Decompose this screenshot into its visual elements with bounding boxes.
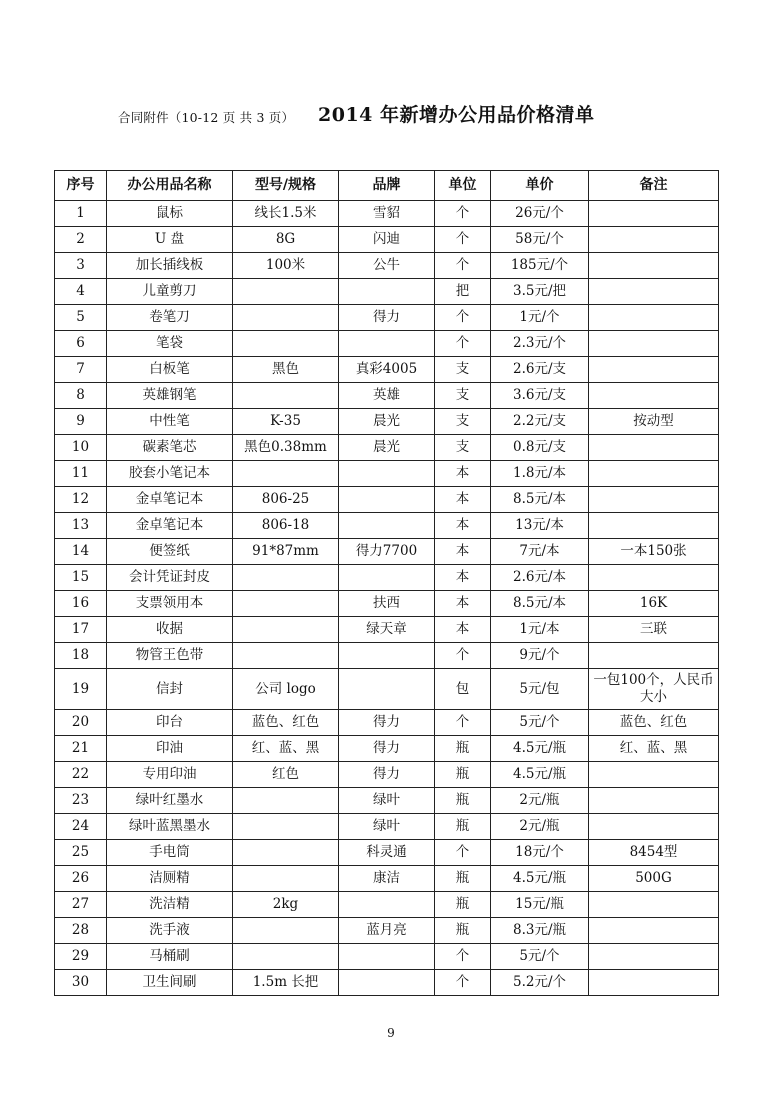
cell-unit: 个 xyxy=(435,305,491,331)
header-col-item-name: 办公用品名称 xyxy=(107,171,233,201)
cell-brand xyxy=(339,944,435,970)
cell-spec: 黑色0.38mm xyxy=(233,435,339,461)
cell-unit: 瓶 xyxy=(435,918,491,944)
cell-spec xyxy=(233,383,339,409)
cell-seq: 20 xyxy=(55,710,107,736)
cell-item-name: 金卓笔记本 xyxy=(107,487,233,513)
table-row xyxy=(55,643,719,669)
cell-unit: 个 xyxy=(435,331,491,357)
cell-brand: 绿天章 xyxy=(339,617,435,643)
cell-remarks: 500G xyxy=(589,866,719,892)
cell-remarks xyxy=(589,892,719,918)
cell-unit-price: 2.6元/本 xyxy=(491,565,589,591)
table-row xyxy=(55,591,719,617)
cell-remarks: 三联 xyxy=(589,617,719,643)
cell-remarks xyxy=(589,788,719,814)
header-col-brand: 品牌 xyxy=(339,171,435,201)
cell-seq: 30 xyxy=(55,970,107,996)
cell-spec: 黑色 xyxy=(233,357,339,383)
cell-unit: 本 xyxy=(435,565,491,591)
cell-brand: 得力 xyxy=(339,736,435,762)
cell-unit-price: 1.8元/本 xyxy=(491,461,589,487)
cell-remarks xyxy=(589,944,719,970)
table-row xyxy=(55,944,719,970)
cell-brand xyxy=(339,970,435,996)
cell-brand: 科灵通 xyxy=(339,840,435,866)
table-row xyxy=(55,970,719,996)
cell-remarks xyxy=(589,227,719,253)
header-col-seq: 序号 xyxy=(55,171,107,201)
table-row xyxy=(55,331,719,357)
cell-unit: 瓶 xyxy=(435,736,491,762)
table-row xyxy=(55,305,719,331)
cell-item-name: 收据 xyxy=(107,617,233,643)
cell-unit-price: 4.5元/瓶 xyxy=(491,736,589,762)
cell-brand xyxy=(339,565,435,591)
cell-unit: 本 xyxy=(435,487,491,513)
cell-spec xyxy=(233,918,339,944)
document-header xyxy=(0,96,782,136)
cell-unit: 个 xyxy=(435,201,491,227)
cell-remarks xyxy=(589,305,719,331)
cell-unit-price: 9元/个 xyxy=(491,643,589,669)
cell-brand xyxy=(339,643,435,669)
cell-brand: 闪迪 xyxy=(339,227,435,253)
cell-unit: 支 xyxy=(435,357,491,383)
table-row xyxy=(55,814,719,840)
cell-unit-price: 8.5元/本 xyxy=(491,591,589,617)
cell-unit-price: 5元/包 xyxy=(491,669,589,710)
table-row xyxy=(55,788,719,814)
cell-item-name: U 盘 xyxy=(107,227,233,253)
cell-unit-price: 1元/个 xyxy=(491,305,589,331)
cell-brand xyxy=(339,669,435,710)
table-row xyxy=(55,253,719,279)
cell-brand: 雪貂 xyxy=(339,201,435,227)
cell-unit: 支 xyxy=(435,383,491,409)
table-row xyxy=(55,736,719,762)
cell-spec: 线长1.5米 xyxy=(233,201,339,227)
cell-spec xyxy=(233,565,339,591)
cell-item-name: 笔袋 xyxy=(107,331,233,357)
cell-seq: 24 xyxy=(55,814,107,840)
cell-unit: 个 xyxy=(435,253,491,279)
cell-unit: 包 xyxy=(435,669,491,710)
header-col-unit-price: 单价 xyxy=(491,171,589,201)
cell-spec xyxy=(233,331,339,357)
cell-unit: 个 xyxy=(435,643,491,669)
cell-unit: 瓶 xyxy=(435,814,491,840)
cell-brand: 得力 xyxy=(339,762,435,788)
cell-item-name: 中性笔 xyxy=(107,409,233,435)
cell-seq: 12 xyxy=(55,487,107,513)
table-row xyxy=(55,487,719,513)
cell-seq: 27 xyxy=(55,892,107,918)
cell-item-name: 洗手液 xyxy=(107,918,233,944)
cell-spec xyxy=(233,617,339,643)
header-col-remarks: 备注 xyxy=(589,171,719,201)
table-row xyxy=(55,279,719,305)
table-row xyxy=(55,565,719,591)
cell-remarks xyxy=(589,357,719,383)
cell-brand xyxy=(339,513,435,539)
table-row xyxy=(55,435,719,461)
cell-seq: 22 xyxy=(55,762,107,788)
table-header-row xyxy=(55,171,719,201)
cell-unit: 个 xyxy=(435,227,491,253)
cell-remarks: 按动型 xyxy=(589,409,719,435)
cell-item-name: 印油 xyxy=(107,736,233,762)
cell-seq: 2 xyxy=(55,227,107,253)
cell-seq: 18 xyxy=(55,643,107,669)
cell-spec xyxy=(233,788,339,814)
cell-unit: 个 xyxy=(435,710,491,736)
cell-seq: 26 xyxy=(55,866,107,892)
table-row xyxy=(55,669,719,710)
cell-brand: 晨光 xyxy=(339,435,435,461)
table-body xyxy=(55,201,719,996)
cell-unit: 本 xyxy=(435,591,491,617)
cell-spec: K-35 xyxy=(233,409,339,435)
table-row xyxy=(55,357,719,383)
table-row xyxy=(55,227,719,253)
table-row xyxy=(55,513,719,539)
cell-seq: 14 xyxy=(55,539,107,565)
cell-seq: 23 xyxy=(55,788,107,814)
cell-brand xyxy=(339,331,435,357)
cell-remarks: 一包100个，人民币大小 xyxy=(589,669,719,710)
cell-seq: 16 xyxy=(55,591,107,617)
cell-brand: 得力 xyxy=(339,305,435,331)
cell-unit: 个 xyxy=(435,970,491,996)
cell-unit-price: 2.6元/支 xyxy=(491,357,589,383)
cell-item-name: 会计凭证封皮 xyxy=(107,565,233,591)
cell-unit-price: 58元/个 xyxy=(491,227,589,253)
cell-unit: 本 xyxy=(435,539,491,565)
cell-unit-price: 3.5元/把 xyxy=(491,279,589,305)
cell-unit-price: 2元/瓶 xyxy=(491,814,589,840)
cell-seq: 25 xyxy=(55,840,107,866)
cell-remarks xyxy=(589,435,719,461)
table-row xyxy=(55,840,719,866)
cell-remarks xyxy=(589,331,719,357)
cell-unit: 本 xyxy=(435,461,491,487)
cell-seq: 9 xyxy=(55,409,107,435)
cell-remarks: 8454型 xyxy=(589,840,719,866)
cell-item-name: 白板笔 xyxy=(107,357,233,383)
cell-unit: 瓶 xyxy=(435,762,491,788)
cell-seq: 21 xyxy=(55,736,107,762)
cell-item-name: 胶套小笔记本 xyxy=(107,461,233,487)
table-row xyxy=(55,383,719,409)
cell-unit-price: 8.5元/本 xyxy=(491,487,589,513)
cell-spec: 8G xyxy=(233,227,339,253)
cell-unit-price: 2.2元/支 xyxy=(491,409,589,435)
page-number: 9 xyxy=(387,1026,395,1040)
table-row xyxy=(55,866,719,892)
cell-seq: 8 xyxy=(55,383,107,409)
attachment-note: 合同附件（10-12 页 共 3 页） xyxy=(118,110,295,125)
cell-spec: 红、蓝、黑 xyxy=(233,736,339,762)
cell-spec: 100米 xyxy=(233,253,339,279)
cell-seq: 1 xyxy=(55,201,107,227)
cell-brand xyxy=(339,892,435,918)
cell-unit-price: 8.3元/瓶 xyxy=(491,918,589,944)
cell-seq: 5 xyxy=(55,305,107,331)
cell-item-name: 碳素笔芯 xyxy=(107,435,233,461)
cell-unit-price: 18元/个 xyxy=(491,840,589,866)
cell-unit: 个 xyxy=(435,840,491,866)
cell-seq: 7 xyxy=(55,357,107,383)
cell-item-name: 洁厕精 xyxy=(107,866,233,892)
cell-spec xyxy=(233,814,339,840)
cell-unit-price: 5元/个 xyxy=(491,944,589,970)
cell-spec xyxy=(233,461,339,487)
cell-item-name: 支票领用本 xyxy=(107,591,233,617)
cell-brand: 得力7700 xyxy=(339,539,435,565)
cell-spec: 806-18 xyxy=(233,513,339,539)
cell-brand: 绿叶 xyxy=(339,814,435,840)
cell-spec: 1.5m 长把 xyxy=(233,970,339,996)
cell-brand: 绿叶 xyxy=(339,788,435,814)
cell-unit-price: 5.2元/个 xyxy=(491,970,589,996)
cell-item-name: 英雄钢笔 xyxy=(107,383,233,409)
document-title: 2014 年新增办公用品价格清单 xyxy=(318,104,595,126)
cell-item-name: 便签纸 xyxy=(107,539,233,565)
cell-item-name: 印台 xyxy=(107,710,233,736)
cell-brand: 蓝月亮 xyxy=(339,918,435,944)
cell-brand: 英雄 xyxy=(339,383,435,409)
cell-spec xyxy=(233,643,339,669)
cell-brand: 晨光 xyxy=(339,409,435,435)
cell-spec: 红色 xyxy=(233,762,339,788)
cell-unit-price: 15元/瓶 xyxy=(491,892,589,918)
cell-unit-price: 2元/瓶 xyxy=(491,788,589,814)
cell-remarks xyxy=(589,970,719,996)
cell-unit: 瓶 xyxy=(435,788,491,814)
cell-spec: 806-25 xyxy=(233,487,339,513)
cell-spec xyxy=(233,279,339,305)
cell-spec xyxy=(233,944,339,970)
cell-item-name: 儿童剪刀 xyxy=(107,279,233,305)
cell-unit: 瓶 xyxy=(435,892,491,918)
cell-unit-price: 4.5元/瓶 xyxy=(491,762,589,788)
cell-remarks xyxy=(589,487,719,513)
cell-item-name: 洗洁精 xyxy=(107,892,233,918)
cell-remarks xyxy=(589,279,719,305)
cell-seq: 15 xyxy=(55,565,107,591)
cell-brand: 公牛 xyxy=(339,253,435,279)
cell-seq: 4 xyxy=(55,279,107,305)
cell-brand: 得力 xyxy=(339,710,435,736)
cell-remarks xyxy=(589,513,719,539)
cell-unit-price: 1元/本 xyxy=(491,617,589,643)
cell-remarks xyxy=(589,918,719,944)
table-row xyxy=(55,539,719,565)
cell-unit: 本 xyxy=(435,617,491,643)
cell-remarks: 红、蓝、黑 xyxy=(589,736,719,762)
cell-remarks xyxy=(589,253,719,279)
table-row xyxy=(55,710,719,736)
cell-seq: 13 xyxy=(55,513,107,539)
cell-item-name: 卷笔刀 xyxy=(107,305,233,331)
cell-unit-price: 185元/个 xyxy=(491,253,589,279)
cell-unit: 把 xyxy=(435,279,491,305)
cell-unit-price: 5元/个 xyxy=(491,710,589,736)
cell-item-name: 马桶刷 xyxy=(107,944,233,970)
header-col-spec: 型号/规格 xyxy=(233,171,339,201)
cell-unit: 本 xyxy=(435,513,491,539)
cell-unit-price: 26元/个 xyxy=(491,201,589,227)
cell-brand xyxy=(339,487,435,513)
table-row xyxy=(55,461,719,487)
cell-brand: 扶西 xyxy=(339,591,435,617)
cell-seq: 28 xyxy=(55,918,107,944)
price-list-table xyxy=(54,170,719,996)
cell-brand xyxy=(339,279,435,305)
table-row xyxy=(55,918,719,944)
cell-remarks xyxy=(589,565,719,591)
cell-item-name: 加长插线板 xyxy=(107,253,233,279)
cell-spec: 公司 logo xyxy=(233,669,339,710)
cell-unit-price: 7元/本 xyxy=(491,539,589,565)
cell-unit: 支 xyxy=(435,409,491,435)
cell-remarks xyxy=(589,762,719,788)
cell-remarks xyxy=(589,643,719,669)
cell-remarks: 16K xyxy=(589,591,719,617)
cell-item-name: 绿叶红墨水 xyxy=(107,788,233,814)
cell-item-name: 信封 xyxy=(107,669,233,710)
cell-unit-price: 4.5元/瓶 xyxy=(491,866,589,892)
cell-unit: 瓶 xyxy=(435,866,491,892)
cell-item-name: 专用印油 xyxy=(107,762,233,788)
cell-unit: 个 xyxy=(435,944,491,970)
table-row xyxy=(55,762,719,788)
cell-remarks: 一本150张 xyxy=(589,539,719,565)
table-row xyxy=(55,409,719,435)
cell-item-name: 卫生间刷 xyxy=(107,970,233,996)
cell-spec xyxy=(233,305,339,331)
cell-seq: 3 xyxy=(55,253,107,279)
cell-brand: 康洁 xyxy=(339,866,435,892)
cell-unit-price: 3.6元/支 xyxy=(491,383,589,409)
cell-seq: 29 xyxy=(55,944,107,970)
cell-item-name: 物管王色带 xyxy=(107,643,233,669)
table-row xyxy=(55,201,719,227)
cell-unit-price: 0.8元/支 xyxy=(491,435,589,461)
cell-remarks xyxy=(589,461,719,487)
cell-spec xyxy=(233,866,339,892)
cell-brand: 真彩4005 xyxy=(339,357,435,383)
cell-spec xyxy=(233,591,339,617)
cell-spec xyxy=(233,840,339,866)
cell-remarks: 蓝色、红色 xyxy=(589,710,719,736)
cell-unit-price: 13元/本 xyxy=(491,513,589,539)
cell-unit-price: 2.3元/个 xyxy=(491,331,589,357)
cell-spec: 蓝色、红色 xyxy=(233,710,339,736)
cell-remarks xyxy=(589,383,719,409)
cell-item-name: 鼠标 xyxy=(107,201,233,227)
cell-seq: 10 xyxy=(55,435,107,461)
cell-seq: 11 xyxy=(55,461,107,487)
cell-seq: 6 xyxy=(55,331,107,357)
table-row xyxy=(55,617,719,643)
cell-item-name: 金卓笔记本 xyxy=(107,513,233,539)
table-row xyxy=(55,892,719,918)
cell-remarks xyxy=(589,201,719,227)
cell-remarks xyxy=(589,814,719,840)
cell-item-name: 手电筒 xyxy=(107,840,233,866)
cell-seq: 19 xyxy=(55,669,107,710)
cell-seq: 17 xyxy=(55,617,107,643)
cell-item-name: 绿叶蓝黑墨水 xyxy=(107,814,233,840)
cell-brand xyxy=(339,461,435,487)
cell-spec: 2kg xyxy=(233,892,339,918)
cell-spec: 91*87mm xyxy=(233,539,339,565)
header-col-unit: 单位 xyxy=(435,171,491,201)
cell-unit: 支 xyxy=(435,435,491,461)
